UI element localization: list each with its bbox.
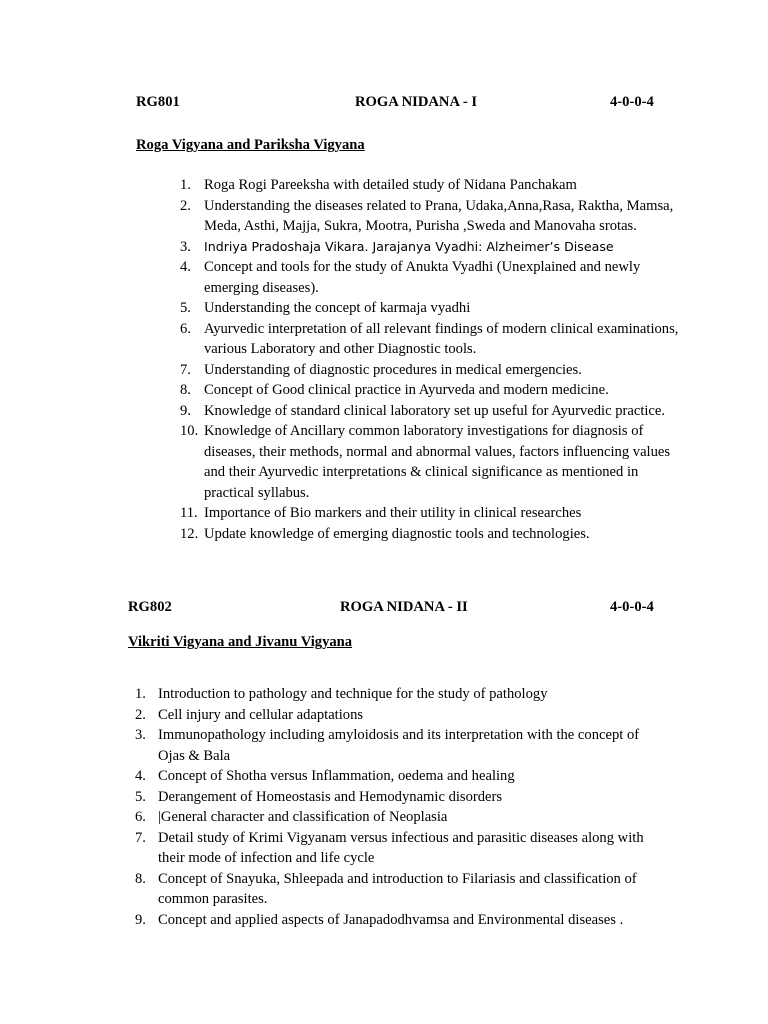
section-header-rg802 [0, 597, 768, 619]
course-title: ROGA NIDANA - I [355, 94, 478, 110]
list-item: 2. Cell injury and cellular adaptations [135, 706, 364, 723]
section-subtitle: Vikriti Vigyana and Jivanu Vigyana [128, 634, 353, 650]
course-title: ROGA NIDANA - II [340, 599, 468, 615]
list-item: 7. Understanding of diagnostic procedures in medical emergencies. [180, 361, 582, 378]
list-item: 8. Concept of Good clinical practice in Ayurveda and modern medicine. [180, 382, 609, 398]
list-item: 1. Introduction to pathology and technique for the study of pathology [135, 686, 548, 702]
list-item: 5. Derangement of Homeostasis and Hemodynamic disorders [135, 788, 503, 805]
topic-list-rg801 [180, 175, 680, 544]
list-item: 8. Concept of Snayuka, Shleepada and introduction to Filariasis and classification of common parasites. [135, 870, 637, 907]
topic-list-rg802 [135, 684, 665, 930]
list-item: 6. Ayurvedic interpretation of all relevant findings of modern clinical examinations, various Laboratory and other Diagnostic tools. [180, 320, 679, 357]
list-item: 9. Concept and applied aspects of Janapadodhvamsa and Environmental diseases . [135, 911, 624, 928]
list-item: 3. Immunopathology including amyloidosis and its interpretation with the concept of Ojas & Bala [135, 727, 640, 764]
list-item: 4. Concept and tools for the study of Anukta Vyadhi (Unexplained and newly emerging diseases). [180, 259, 641, 296]
list-item: 1. Roga Rogi Pareeksha with detailed study of Nidana Panchakam [180, 177, 577, 193]
list-item: 9. Knowledge of standard clinical laboratory set up useful for Ayurvedic practice. [180, 402, 666, 419]
list-item: 7. Detail study of Krimi Vigyanam versus infectious and parasitic diseases along with their mode of infection and life cycle [135, 829, 644, 866]
list-item: 10. Knowledge of Ancillary common laboratory investigations for diagnosis of diseases, their methods, normal and abnormal values, factors influencing values and their Ayurvedic interpretations & clinical significance as mentioned in practical syllabus. [180, 423, 671, 501]
course-code: RG801 [136, 94, 180, 110]
list-item: 2. Understanding the diseases related to Prana, Udaka,Anna,Rasa, Raktha, Mamsa, Meda, Asthi, Majja, Sukra, Mootra, Purisha ,Sweda and Manovaha srotas. [180, 197, 674, 234]
list-item: 11. Importance of Bio markers and their utility in clinical researches [180, 505, 582, 521]
course-code: RG802 [128, 599, 172, 615]
list-item: 5. Understanding the concept of karmaja vyadhi [180, 300, 471, 316]
course-credits: 4-0-0-4 [610, 94, 654, 110]
section-subtitle: Roga Vigyana and Pariksha Vigyana [136, 137, 365, 153]
list-item: 12. Update knowledge of emerging diagnostic tools and technologies. [180, 525, 590, 542]
course-credits: 4-0-0-4 [610, 599, 654, 615]
list-item: 4. Concept of Shotha versus Inflammation, oedema and healing [135, 768, 515, 784]
list-item: 6. |General character and classification of Neoplasia [135, 809, 448, 825]
section-header-rg801 [0, 92, 768, 114]
list-item: 3. Indriya Pradoshaja Vikara. Jarajanya Vyadhi: Alzheimer’s Disease [180, 238, 614, 255]
